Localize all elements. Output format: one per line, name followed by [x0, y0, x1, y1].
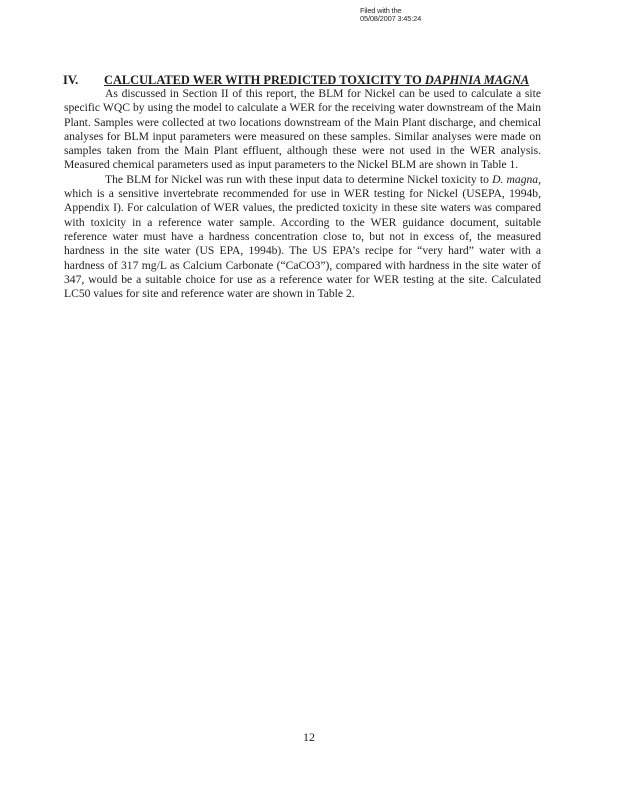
section-title-species: DAPHNIA MAGNA	[424, 73, 530, 87]
stamp-line-2: 05/08/2007 3:45:24	[360, 14, 422, 23]
stamp-line-1: Filed with the	[360, 6, 402, 15]
section-title-text: CALCULATED WER WITH PREDICTED TOXICITY TO	[104, 73, 425, 87]
paragraph-1: As discussed in Section II of this report, the BLM for Nickel can be used to calculate a site specific WQC by using the model to calculate a WER for the receiving water downstream of the Main Plant. Samples were collected at two locations downstream of the Main Plant discharge, and chemical analyses for BLM input parameters were measured on these samples. Similar analyses were made on samples taken from the Main Plant effluent, although these were not used in the WER analysis. Measured chemical parameters used as input parameters to the Nickel BLM are shown in Table 1.	[64, 87, 541, 172]
paragraph-2-part-a: The BLM for Nickel was run with these input data to determine Nickel toxicity to	[105, 172, 493, 186]
section-number: IV.	[63, 73, 79, 87]
page-number: 12	[303, 730, 315, 744]
section-title	[104, 73, 529, 87]
section-heading	[63, 73, 563, 88]
filing-stamp	[360, 7, 421, 23]
paragraph-2-part-b: , which is a sensitive invertebrate recommended for use in WER testing for Nickel (USEPA, 1994b, Appendix I). For calculation of WER values, the predicted toxicity in these site waters was compared with toxicity in a reference water sample. According to the WER guidance document, suitable reference water must have a hardness concentration close to, but not in excess of, the measured hardness in the site water (US EPA, 1994b). The US EPA’s recipe for “very hard” water with a hardness of 317 mg/L as Calcium Carbonate (“CaCO3”), compared with hardness in the site water of 347, would be a suitable choice for use as a reference water for WER testing at the site. Calculated LC50 values for site and reference water are shown in Table 2.	[64, 172, 541, 301]
body-text	[64, 87, 541, 301]
paragraph-2-species: D. magna	[492, 172, 539, 186]
paragraph-2	[64, 173, 541, 302]
